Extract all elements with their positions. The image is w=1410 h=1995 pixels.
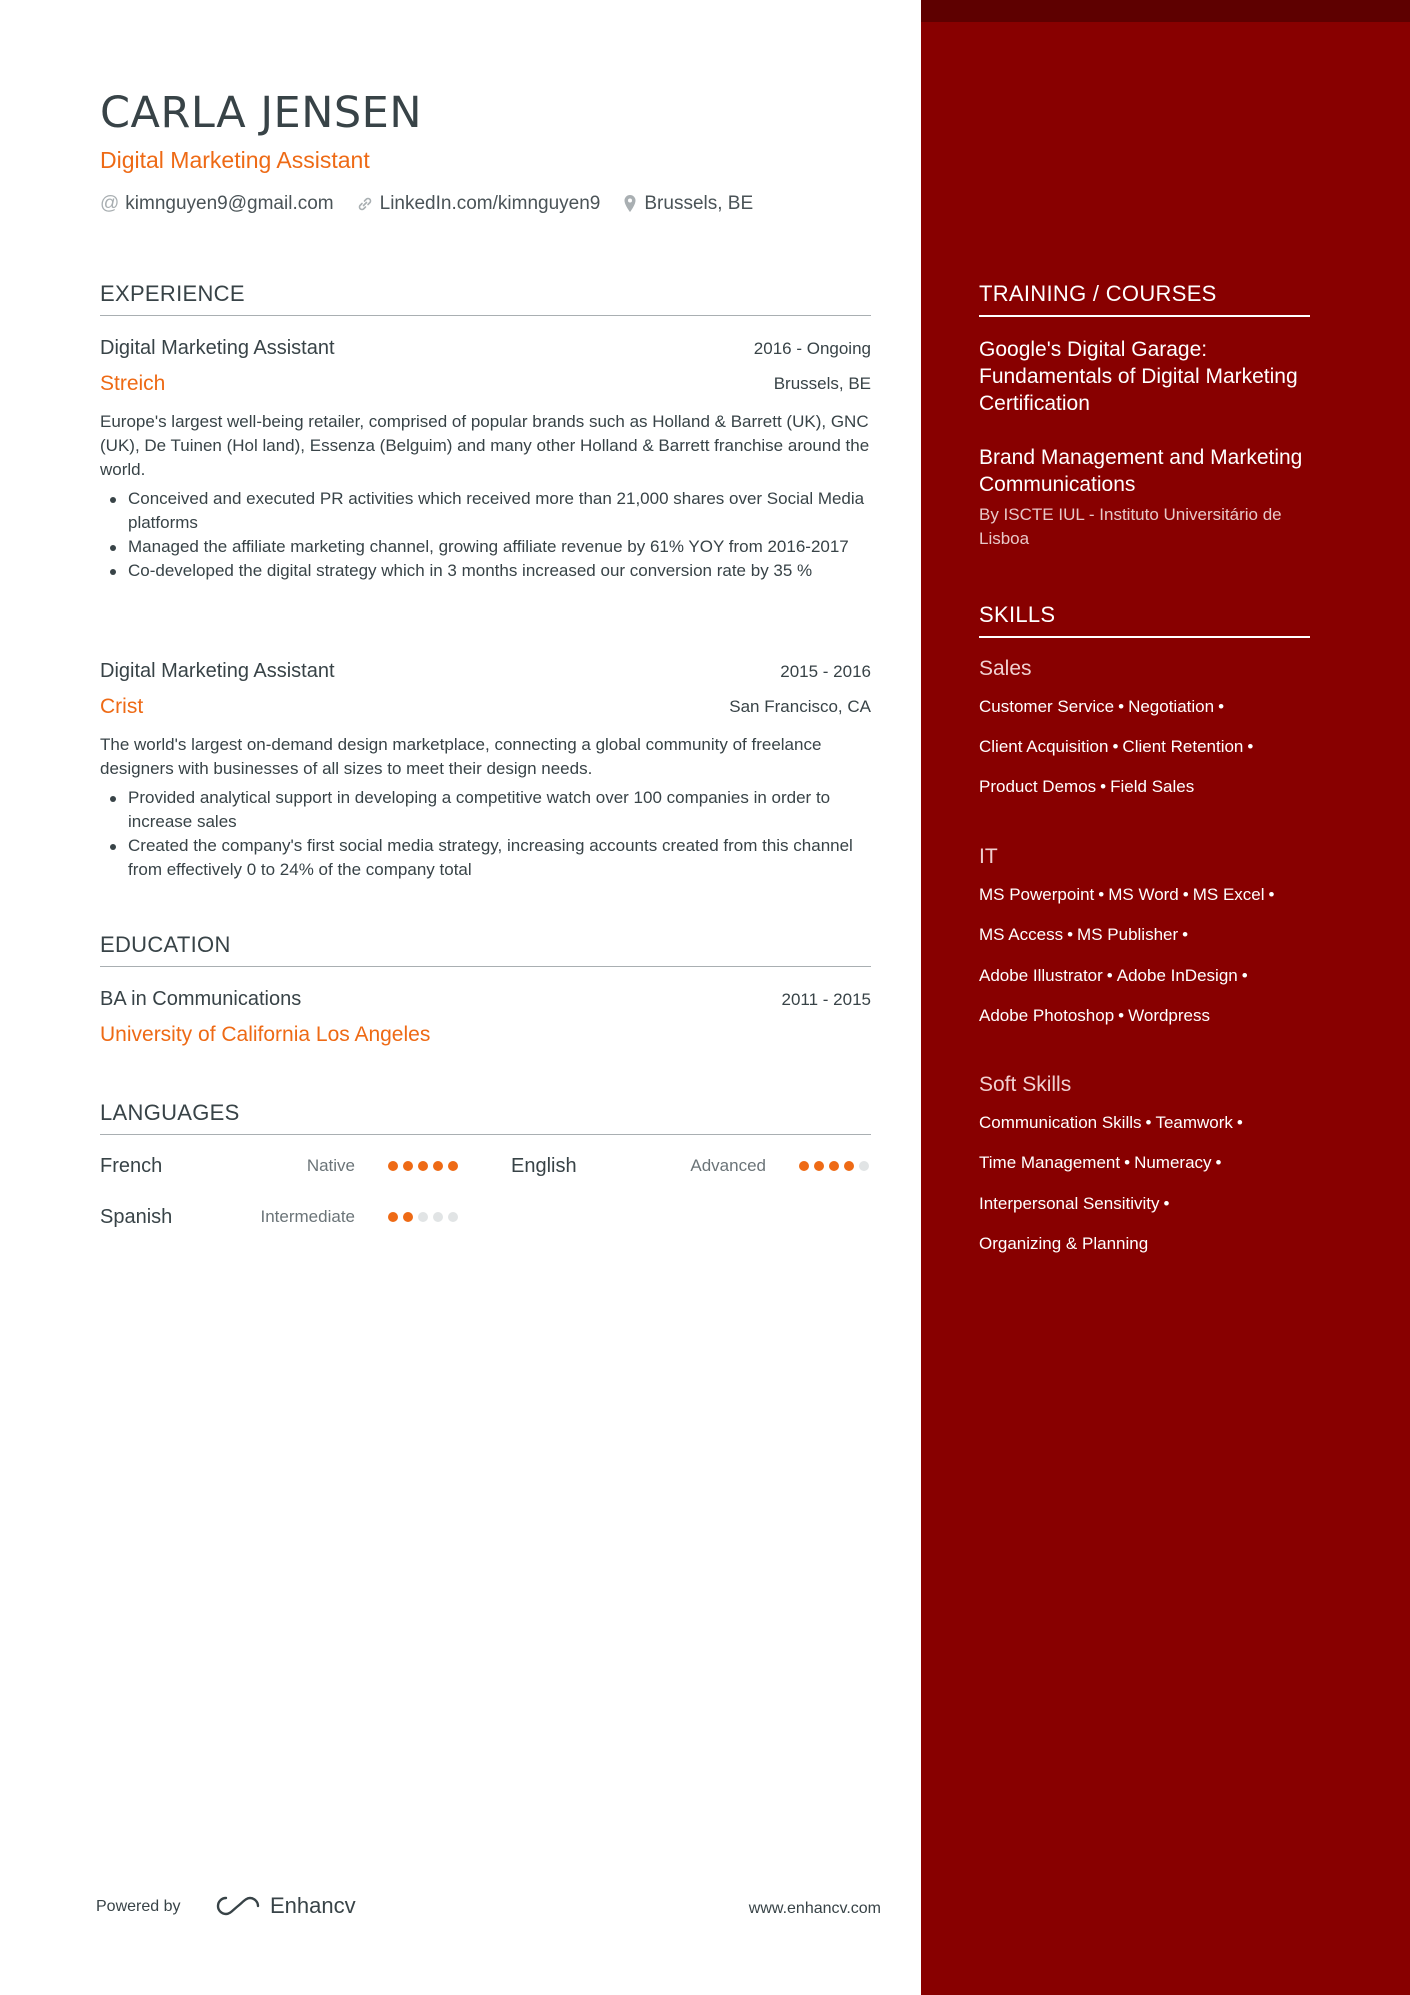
skill-line [979,1153,1319,1173]
languages-heading-text: LANGUAGES [100,1100,240,1125]
email-text: kimnguyen9@gmail.com [125,193,334,214]
skill-line [979,777,1319,797]
skill-separator: • [1182,885,1189,904]
footer-url[interactable]: www.enhancv.com [748,1900,881,1917]
rating-dot-filled [814,1161,824,1171]
training-heading [979,281,1310,307]
skill-tag: Wordpress [1128,1006,1211,1025]
sidebar-top-band [921,0,1410,22]
skill-line [979,1234,1319,1254]
skill-separator: • [1118,697,1125,716]
divider [100,315,871,316]
skill-tag: MS Publisher [1077,925,1179,944]
contact-email[interactable] [100,193,334,215]
achievement-item: Provided analytical support in developing a competitive watch over 100 companies in order to increase sales [128,786,871,834]
language-rating [388,1212,458,1222]
skills-heading-text: SKILLS [979,602,1056,627]
language-level: Intermediate [260,1207,355,1226]
education-heading-text: EDUCATION [100,932,231,957]
rating-dot-filled [403,1212,413,1222]
skill-separator: • [1182,925,1189,944]
rating-dot-empty [859,1161,869,1171]
achievement-item: Conceived and executed PR activities which received more than 21,000 shares over Social Media platforms [128,487,871,535]
skill-line [979,1006,1319,1026]
skill-tag: Negotiation [1128,697,1215,716]
candidate-name: CARLA JENSEN [100,88,422,138]
skill-tag: Communication Skills [979,1113,1142,1132]
skill-separator: • [1268,885,1275,904]
skill-tag: Adobe Photoshop [979,1006,1115,1025]
job-location: San Francisco, CA [729,697,871,716]
experience-heading [100,281,871,307]
training-heading-text: TRAINING / COURSES [979,281,1217,306]
skill-separator: • [1106,966,1113,985]
rating-dot-filled [844,1161,854,1171]
course-provider: By ISCTE IUL - Instituto Universitário de Lisboa [979,505,1282,548]
skill-separator: • [1215,1153,1222,1172]
skill-tag: Client Acquisition [979,737,1109,756]
school-name: University of California Los Angeles [100,1023,431,1046]
rating-dot-empty [418,1212,428,1222]
skill-line [979,925,1319,945]
linkedin-text: LinkedIn.com/kimnguyen9 [379,193,601,214]
enhancv-logo-icon [214,1894,262,1918]
language-name: English [511,1155,577,1177]
job-title: Digital Marketing Assistant [100,660,335,682]
company-name: Streich [100,372,166,395]
skill-tag: Customer Service [979,697,1115,716]
rating-dot-filled [403,1161,413,1171]
job-location: Brussels, BE [773,374,871,393]
achievement-item: Managed the affiliate marketing channel, growing affiliate revenue by 61% YOY from 2016-2017 [128,535,871,559]
course-title: Google's Digital Garage: Fundamentals of Digital Marketing Certification [979,338,1298,415]
skill-tag: Field Sales [1110,777,1195,796]
language-level: Advanced [690,1156,766,1175]
skill-separator: • [1067,925,1074,944]
skill-separator: • [1098,885,1105,904]
rating-dot-filled [388,1212,398,1222]
rating-dot-empty [448,1212,458,1222]
company-description: The world's largest on-demand design marketplace, connecting a global community of freelance designers with businesses of all sizes to meet their design needs. [100,735,822,778]
sidebar [921,0,1410,1995]
link-icon [356,195,374,213]
skill-tag: Adobe Illustrator [979,966,1103,985]
skill-separator: • [1236,1113,1243,1132]
skill-separator: • [1100,777,1107,796]
course-title: Brand Management and Marketing Communications [979,446,1303,496]
skill-separator: • [1145,1113,1152,1132]
rating-dot-filled [433,1161,443,1171]
language-rating [388,1161,458,1171]
education-dates: 2011 - 2015 [781,990,871,1009]
contact-location [622,193,753,215]
language-name: French [100,1155,163,1177]
experience-heading-text: EXPERIENCE [100,281,245,306]
skill-tag: Interpersonal Sensitivity [979,1194,1160,1213]
degree: BA in Communications [100,988,302,1010]
skill-line [979,966,1319,986]
skill-tag: MS Powerpoint [979,885,1095,904]
skill-separator: • [1241,966,1248,985]
rating-dot-filled [829,1161,839,1171]
rating-dot-filled [418,1161,428,1171]
achievement-list [100,786,871,882]
languages-heading [100,1100,871,1126]
skill-tag: MS Word [1108,885,1179,904]
job-dates: 2016 - Ongoing [753,339,871,358]
language-level: Native [306,1156,355,1175]
at-icon: @ [100,193,120,214]
skill-line [979,1194,1319,1214]
skill-tag: Organizing & Planning [979,1234,1149,1253]
skill-tag: Client Retention [1122,737,1244,756]
brand-name: Enhancv [270,1893,356,1918]
skill-tag: Time Management [979,1153,1121,1172]
skill-separator: • [1247,737,1254,756]
divider [100,1134,871,1135]
company-name: Crist [100,695,144,718]
rating-dot-filled [388,1161,398,1171]
skill-separator: • [1124,1153,1131,1172]
skills-heading [979,602,1310,628]
rating-dot-filled [799,1161,809,1171]
achievement-list [100,487,871,583]
location-pin-icon [622,194,638,214]
divider [979,636,1310,638]
skill-separator: • [1112,737,1119,756]
skill-category-it: IT [979,845,998,868]
skill-line [979,1113,1319,1133]
skill-tag: MS Access [979,925,1064,944]
skill-tag: Adobe InDesign [1116,966,1238,985]
skill-tag: Teamwork [1155,1113,1233,1132]
contact-linkedin[interactable] [356,193,601,215]
skill-separator: • [1163,1194,1170,1213]
powered-by-label: Powered by [96,1898,181,1915]
skill-category-soft: Soft Skills [979,1073,1072,1096]
rating-dot-filled [448,1161,458,1171]
rating-dot-empty [433,1212,443,1222]
divider [979,315,1310,317]
candidate-title: Digital Marketing Assistant [100,147,370,173]
skill-tag: Product Demos [979,777,1097,796]
job-dates: 2015 - 2016 [780,662,871,681]
skill-tag: Numeracy [1134,1153,1212,1172]
achievement-item: Created the company's first social media strategy, increasing accounts created from this channel from effectively 0 to 24% of the company total [128,834,871,882]
skill-separator: • [1118,1006,1125,1025]
contact-bar [100,193,753,215]
language-name: Spanish [100,1206,173,1228]
language-rating [799,1161,869,1171]
skill-separator: • [1218,697,1225,716]
skill-line [979,885,1319,905]
company-description: Europe's largest well-being retailer, comprised of popular brands such as Holland & Barrett (UK), GNC (UK), De Tuinen (Hol land), Essenza (Belguim) and many other Holland & Barrett franchise around the world. [100,412,870,479]
skill-category-sales: Sales [979,657,1032,680]
job-title: Digital Marketing Assistant [100,337,335,359]
divider [100,966,871,967]
enhancv-logo[interactable] [214,1893,356,1919]
location-text: Brussels, BE [644,193,754,214]
skill-line [979,697,1319,717]
education-heading [100,932,871,958]
achievement-item: Co-developed the digital strategy which in 3 months increased our conversion rate by 35 % [128,559,871,583]
skill-line [979,737,1319,757]
skill-tag: MS Excel [1192,885,1265,904]
